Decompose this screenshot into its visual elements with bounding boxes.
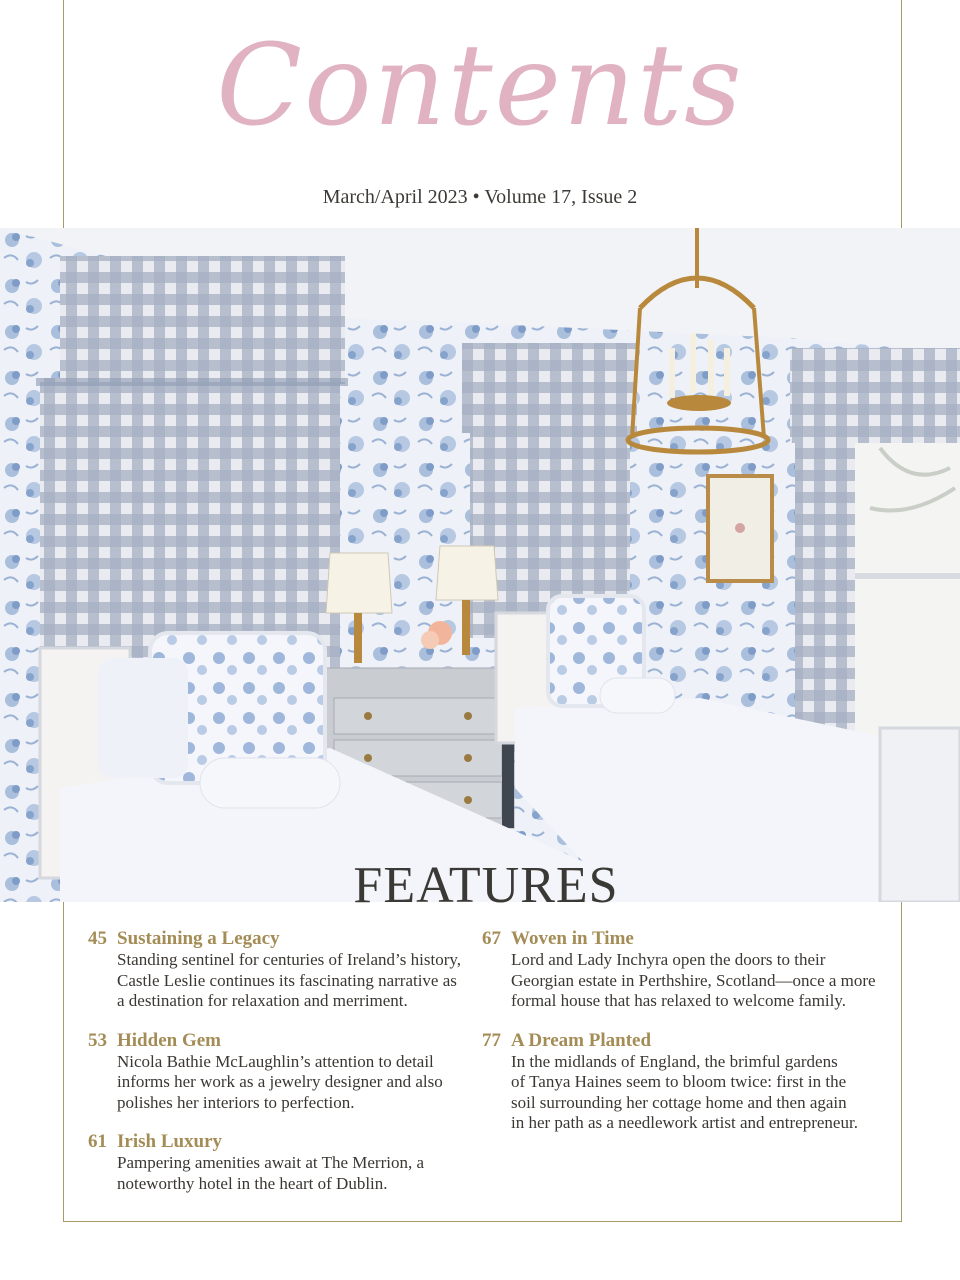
page-number: 61 [88,1131,107,1152]
feature-entry[interactable] [88,1030,498,1114]
feature-title: Sustaining a Legacy [117,928,280,949]
feature-heading [88,1030,498,1052]
description-line: In the midlands of England, the brimful gardens [511,1051,838,1071]
feature-heading [88,1131,498,1153]
description-line: of Tanya Haines seem to bloom twice: first in the [511,1072,847,1091]
feature-description [117,1153,498,1194]
feature-description [511,1052,892,1134]
description-line: Standing sentinel for centuries of Ireland’s history, [117,950,462,969]
description-line: a destination for relaxation and merriment. [117,991,408,1010]
description-line: in her path as a needlework artist and entrepreneur. [511,1113,858,1132]
feature-title: Irish Luxury [117,1131,223,1152]
frame-bottom-rule [63,1221,902,1222]
description-line: Lord and Lady Inchyra open the doors to their [511,950,826,969]
page-number: 53 [88,1029,107,1051]
feature-heading [482,928,892,950]
description-line: polishes her interiors to perfection. [117,1092,355,1112]
page-title: Contents [216,21,744,151]
description-line: soil surrounding her cottage home and then again [511,1092,847,1112]
feature-description [117,950,498,1012]
feature-title: Woven in Time [511,928,634,949]
description-line: informs her work as a jewelry designer and also [117,1072,443,1091]
feature-entry[interactable] [482,1030,892,1134]
description-line: formal house that has relaxed to welcome family. [511,991,847,1010]
features-right-column [482,928,892,1152]
issue-line: March/April 2023 • Volume 17, Issue 2 [322,186,638,208]
page-number: 77 [482,1029,501,1051]
page-number: 45 [88,928,107,949]
feature-entry[interactable] [482,928,892,1012]
description-line: Castle Leslie continues its fascinating narrative as [117,970,457,990]
bedroom-photo [0,228,960,902]
feature-entry[interactable] [88,1131,498,1194]
feature-heading [88,928,498,950]
feature-title: Hidden Gem [117,1029,221,1051]
feature-description [511,950,892,1012]
description-line: noteworthy hotel in the heart of Dublin. [117,1173,388,1193]
feature-description [117,1052,498,1114]
feature-heading [482,1030,892,1052]
features-heading: FEATURES [353,857,619,914]
features-left-column [88,928,498,1212]
feature-title: A Dream Planted [511,1029,652,1051]
description-line: Nicola Bathie McLaughlin’s attention to detail [117,1051,434,1071]
description-line: Georgian estate in Perthshire, Scotland—once a more [511,970,876,990]
description-line: Pampering amenities await at The Merrion, a [117,1153,425,1172]
page-number: 67 [482,928,501,949]
feature-entry[interactable] [88,928,498,1012]
